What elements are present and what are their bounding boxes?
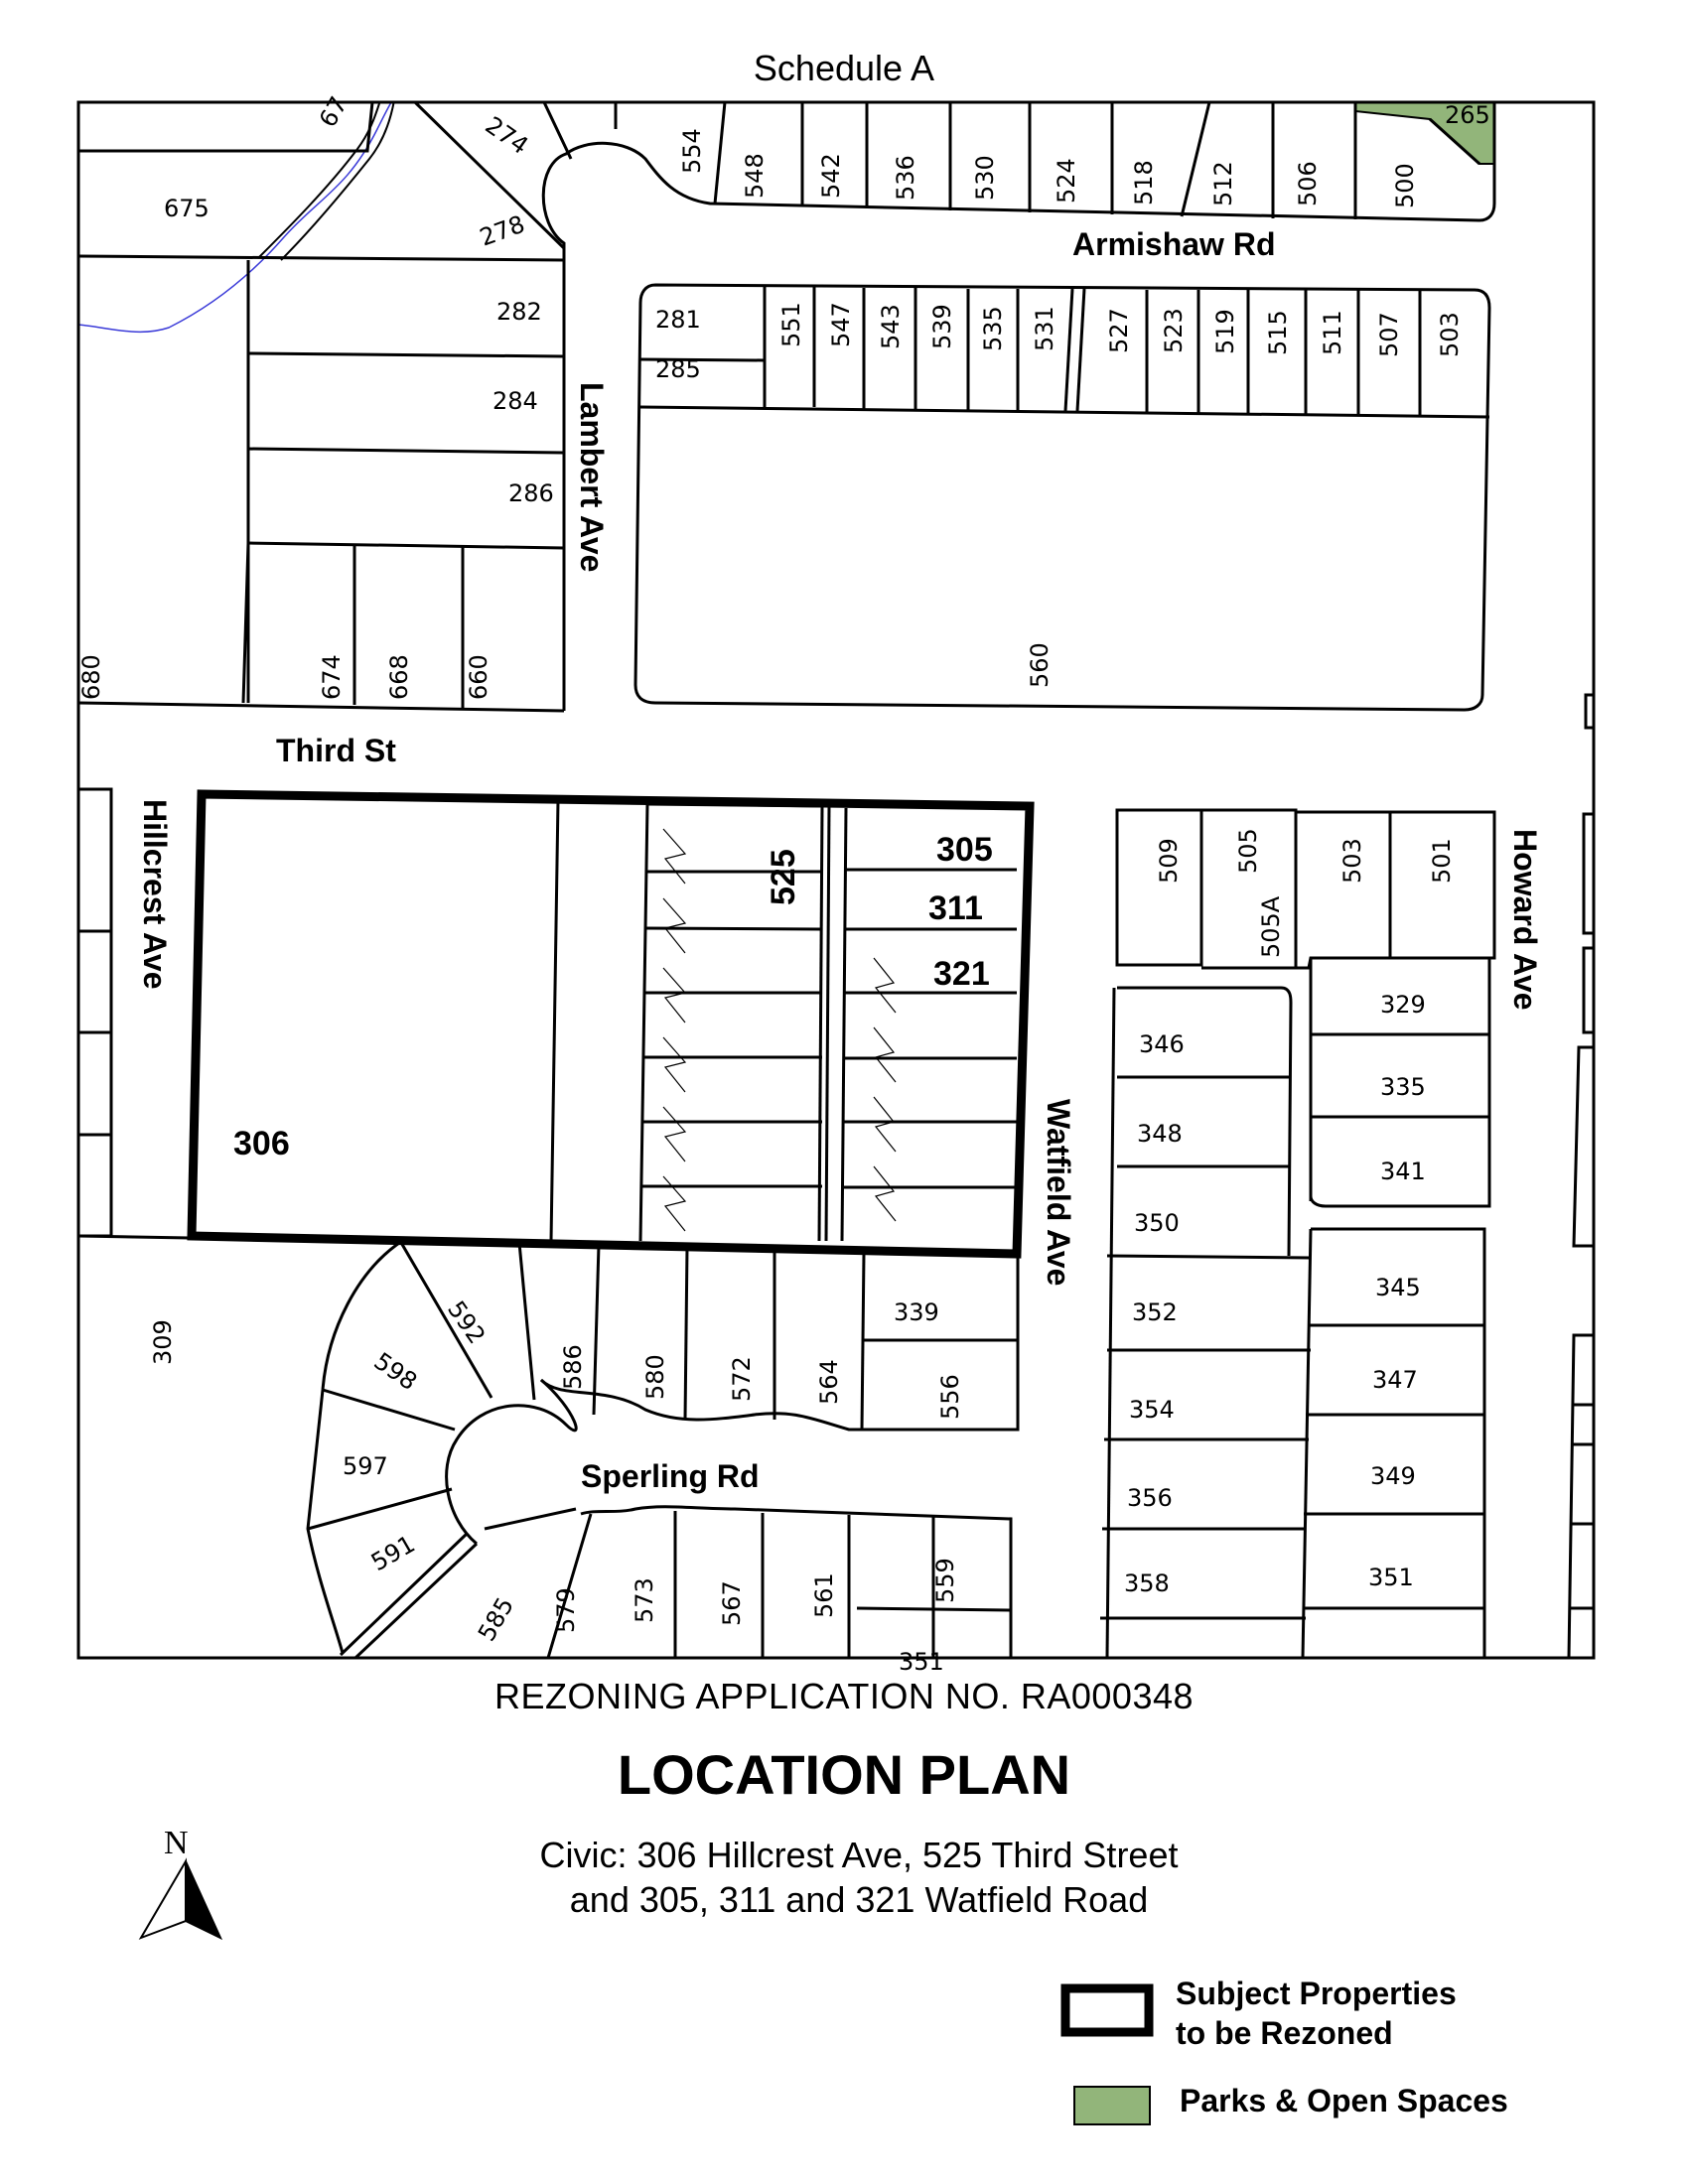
lot-label: 349 [1370, 1462, 1416, 1490]
lot-label: 352 [1132, 1298, 1178, 1326]
lot-label: 346 [1139, 1030, 1185, 1058]
lot-label: 515 [1264, 310, 1292, 355]
lot-label: 554 [678, 128, 706, 174]
plan-title: LOCATION PLAN [617, 1743, 1071, 1806]
lot-label: 518 [1130, 160, 1158, 205]
lot-label: 592 [442, 1296, 492, 1349]
lot-label: 358 [1124, 1570, 1170, 1597]
lot-label: 547 [827, 302, 855, 347]
lot-label: 536 [892, 155, 919, 201]
lot-label: 527 [1105, 308, 1133, 353]
legend-parks-swatch [1074, 2087, 1150, 2124]
lot-label: 503 [1436, 312, 1464, 357]
legend-parks-label: Parks & Open Spaces [1180, 2083, 1508, 2118]
lot-label: 281 [655, 306, 701, 334]
legend-subject-label-line1: Subject Properties [1176, 1976, 1457, 2011]
lot-label: 505A [1257, 895, 1285, 958]
lot-label: 573 [631, 1577, 658, 1623]
lot-label: 579 [552, 1587, 580, 1633]
subject-lot-311: 311 [928, 889, 983, 927]
subject-property-outline [192, 794, 1030, 1254]
lot-label: 674 [318, 654, 346, 700]
north-label: N [164, 1825, 189, 1861]
lot-label: 561 [810, 1572, 838, 1618]
lot-label: 567 [718, 1580, 746, 1626]
civic-address-line2: and 305, 311 and 321 Watfield Road [569, 1879, 1149, 1920]
lot-label: 512 [1209, 161, 1237, 206]
lot-label: 675 [164, 195, 210, 222]
subject-lot-306: 306 [233, 1125, 290, 1162]
lot-label: 591 [366, 1530, 420, 1577]
street-third: Third St [276, 733, 396, 768]
lot-label: 597 [343, 1452, 388, 1480]
lot-label: 341 [1380, 1158, 1426, 1185]
lot-label: 556 [936, 1374, 964, 1420]
lot-label: 285 [655, 355, 701, 383]
lot-label: 501 [1428, 838, 1456, 884]
lot-label: 345 [1375, 1274, 1421, 1301]
lot-label: 551 [777, 302, 805, 347]
lot-label: 274 [480, 110, 534, 161]
lot-label: 339 [894, 1298, 939, 1326]
lot-label: 531 [1031, 306, 1058, 351]
lot-label: 586 [559, 1344, 587, 1390]
lot-label: 507 [1375, 312, 1403, 357]
legend-subject-label-line2: to be Rezoned [1176, 2015, 1393, 2051]
lot-label: 347 [1372, 1366, 1418, 1394]
lot-label: 505 [1234, 828, 1262, 874]
lot-label: 585 [472, 1592, 520, 1646]
lot-label: 506 [1294, 161, 1322, 206]
lot-label: 524 [1053, 158, 1080, 204]
lot-label: 530 [971, 155, 999, 201]
lot-label: 519 [1211, 309, 1239, 354]
lot-label: 543 [877, 304, 905, 349]
civic-address-line1: Civic: 306 Hillcrest Ave, 525 Third Street [539, 1835, 1179, 1875]
street-lambert: Lambert Ave [574, 382, 610, 573]
lot-label: 350 [1134, 1209, 1180, 1237]
lot-label: 535 [979, 306, 1007, 351]
lot-label: 542 [817, 153, 845, 199]
subject-lot-305: 305 [936, 831, 993, 869]
street-howard: Howard Ave [1507, 829, 1543, 1011]
schedule-title: Schedule A [753, 48, 935, 88]
lot-label: 500 [1391, 163, 1419, 208]
lot-label: 265 [1445, 101, 1490, 129]
lot-label: 548 [741, 153, 769, 199]
lot-label: 278 [476, 209, 529, 252]
lot-label: 503 [1338, 838, 1366, 884]
lot-label: 598 [368, 1346, 423, 1397]
lot-label: 351 [899, 1648, 944, 1676]
street-hillcrest: Hillcrest Ave [137, 799, 173, 990]
lot-label: 335 [1380, 1073, 1426, 1101]
lot-label: 284 [492, 387, 538, 415]
subject-lot-525: 525 [765, 849, 802, 905]
creek [78, 91, 397, 332]
application-number: REZONING APPLICATION NO. RA000348 [493, 1676, 1195, 1716]
lot-label: 348 [1137, 1120, 1183, 1148]
subject-lot-321: 321 [933, 955, 990, 993]
lot-label: 560 [1026, 642, 1054, 688]
lot-label: 523 [1160, 308, 1188, 353]
street-sperling: Sperling Rd [581, 1458, 760, 1494]
lot-label: 67 [313, 91, 353, 132]
lot-label: 668 [385, 654, 413, 700]
lot-label: 354 [1129, 1396, 1175, 1424]
legend-subject-swatch [1065, 1988, 1149, 2032]
lot-label: 356 [1127, 1484, 1173, 1512]
lot-label: 329 [1380, 991, 1426, 1019]
lot-label: 572 [728, 1356, 756, 1402]
lot-label: 680 [77, 654, 105, 700]
street-watfield: Watfield Ave [1041, 1099, 1076, 1287]
street-armishaw: Armishaw Rd [1072, 226, 1276, 262]
lot-label: 509 [1155, 838, 1183, 884]
lot-label: 286 [508, 479, 554, 507]
lot-label: 559 [931, 1558, 959, 1603]
lot-label: 539 [928, 304, 956, 349]
lot-label: 564 [815, 1359, 843, 1405]
lot-label: 511 [1319, 310, 1346, 355]
lot-label: 309 [149, 1319, 177, 1365]
lot-label: 660 [465, 654, 492, 700]
lot-label: 282 [496, 298, 542, 326]
lot-label: 580 [641, 1354, 669, 1400]
lot-label: 351 [1368, 1564, 1414, 1591]
